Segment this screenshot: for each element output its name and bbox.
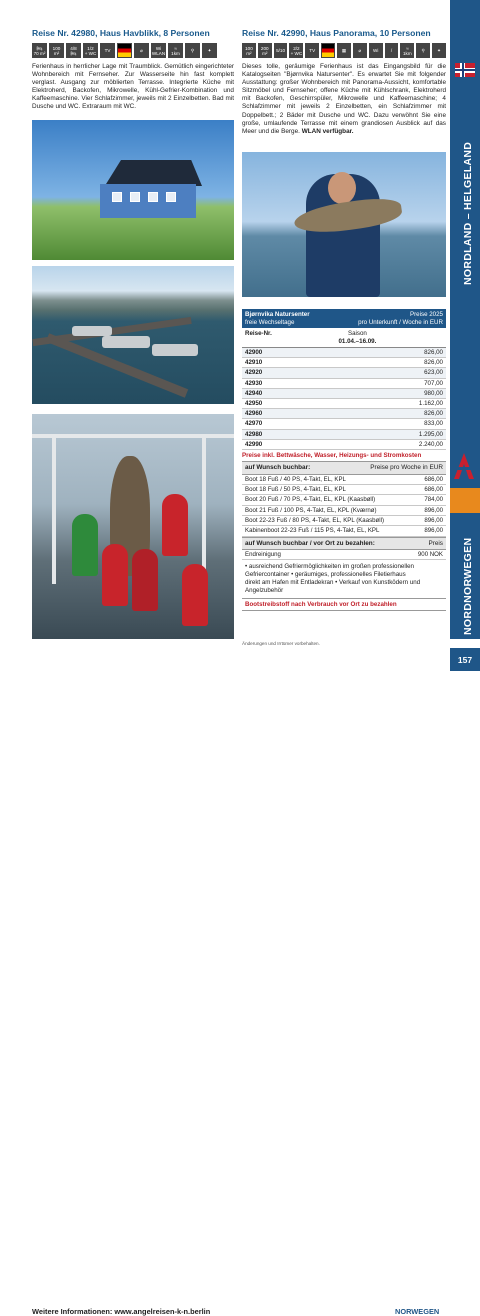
amenity-icons-panorama [242,43,446,58]
dishwasher-icon: ▦ [337,43,351,58]
tv-icon: TV [305,43,319,58]
wlan-icon: Wi WLAN [151,43,166,58]
extras-header: auf Wunsch buchbar: Preise pro Woche in EUR [242,461,446,475]
photo-house-havblikk [32,120,234,260]
fishing-icon: ⚲ [185,43,200,58]
photo-anglers-group [32,414,234,639]
flag-de-icon [321,43,335,58]
table-row: 42980 1.295,00 [242,430,446,440]
brand-logo-icon [453,452,475,480]
area-icon: 🛏 70 m² [32,43,47,58]
washer-icon: ⌀ [353,43,367,58]
onsite-header: auf Wunsch buchbar / vor Ort zu bezahlen: Preis [242,537,446,551]
photo-harbor [32,266,234,404]
table-row: Boot 18 Fuß / 50 PS, 4-Takt, EL, KPL 686,00 [242,485,446,495]
facility-line: direkt am Hafen mit Entladekran • Verkauf von Kunstködern und [245,579,421,587]
extras-rows [242,475,446,537]
price-table-header: Bjørnvika Natursenter freie Wechseltage Preise 2025 pro Unterkunft / Woche in EUR [242,309,446,328]
table-row: 42900 826,00 [242,348,446,358]
house-title-havblikk: Reise Nr. 42980, Haus Havblikk, 8 Personen [32,28,210,38]
house-title-panorama: Reise Nr. 42990, Haus Panorama, 10 Personen [242,28,431,38]
washer-icon: ⌀ [134,43,149,58]
house-description-panorama: Dieses tolle, geräumige Ferienhaus ist das Eingangsbild für die Katalogseiten "Bjørnvika Natursenter". Es erwartet Sie mit folgender Ausstattung: großer Wohnbereich mit Panorama-Aussicht, komfortable Sitzmöbel und Fernseher; offene Küche mit Kühlschrank, Elektroherd mit Backofen, Geschirrspüler, Mikrowelle und Kaffeemaschine; 4 Schlafzimmer mit jeweils 2 Einzelbetten, ein Schlafzimmer mit Doppelbett.; 2 Bäder mit Dusche und WC. Dazu verwöhnt Sie eine große, umlaufende Terrasse mit einem grandiosen Ausblick auf das Meer und die Berge. WLAN verfügbar. [242,63,446,135]
table-row: 42910 826,00 [242,358,446,368]
distance-icon: ≈ 1km [168,43,183,58]
table-row: 42930 707,00 [242,379,446,389]
table-row: Kabinenboot 22-23 Fuß / 115 PS, 4-Takt, EL, KPL 896,00 [242,526,446,536]
distance-icon: ≈ 1km [400,43,414,58]
flag-de-icon [117,43,132,58]
bath-icon: 1/2 + WC [83,43,98,58]
rod-icon: / [385,43,399,58]
right-column [242,28,446,136]
bedrooms-icon: 5/10 [274,43,288,58]
facility-line: Gefriercontainer • geräumiges, professionelles Filetierhaus [245,571,406,579]
house-description-havblikk: Ferienhaus in herrlicher Lage mit Traumblick. Gemütlich eingerichteter Wohnbereich mit Fernseher. Zur Wasserseite hin fast komplett verglast. Ausgang zur möblierten Terrasse. Integrierte Küche mit Elektroherd, Backofen, Mikrowelle, Kühl-Gefrier-Kombination und Kaffeemaschine. Vier Schlafzimmer, jeweils mit 2 Einzelbetten. Bad mit Dusche und WC. Extraraum mit WC. [32,63,234,111]
bath-icon: 2/2 + WC [289,43,303,58]
area-icon: 200 m² [258,43,272,58]
price-rows [242,348,446,450]
size-icon: 100 m² [49,43,64,58]
photo-angler-with-fish [242,152,446,297]
amenity-icons-havblikk [32,43,234,58]
table-row: 42970 833,00 [242,419,446,429]
fishing-icon: ⚲ [416,43,430,58]
norway-flag-icon [455,63,475,77]
table-row: Endreinigung 900 NOK [242,550,446,560]
size-icon: 100 m² [242,43,256,58]
tv-icon: TV [100,43,115,58]
inclusive-note: Preise inkl. Bettwäsche, Wasser, Heizungs- und Stromkosten [242,451,422,459]
price-table-column-header: Reise-Nr. Saison 01.04.–16.09. [242,328,446,348]
fuel-note: Bootstreibstoff nach Verbrauch vor Ort zu bezahlen [242,599,446,611]
onsite-rows [242,550,446,560]
table-row: 42920 623,00 [242,368,446,378]
footer [0,653,480,1316]
left-column [32,28,234,112]
more-info-link[interactable]: Weitere Informationen: www.angelreisen-k-n.berlin [32,1307,211,1316]
region-label-nordnorwegen: NORDNORWEGEN [462,537,474,635]
table-row: Boot 18 Fuß / 40 PS, 4-Takt, EL, KPL 686,00 [242,475,446,485]
pet-icon: ✦ [202,43,217,58]
table-row: 42960 826,00 [242,409,446,419]
region-label-nordland: NORDLAND – HELGELAND [462,141,474,285]
table-row: 42950 1.162,00 [242,399,446,409]
table-row: 42940 980,00 [242,389,446,399]
pet-icon: ✦ [432,43,446,58]
facility-line: • ausreichend Gefriermöglichkeiten im großen professionellen [245,563,414,571]
table-row: Boot 21 Fuß / 100 PS, 4-Takt, EL, KPL (Kværnø) 896,00 [242,506,446,516]
table-row: Boot 20 Fuß / 70 PS, 4-Takt, EL, KPL (Kaasbøll) 784,00 [242,495,446,505]
facilities-list [242,560,446,599]
table-row: Boot 22-23 Fuß / 80 PS, 4-Takt, EL, KPL (Kaasbøll) 896,00 [242,516,446,526]
bedrooms-icon: 4/8 🛏 [66,43,81,58]
wifi-icon: Wi [369,43,383,58]
facility-line: Angelzubehör [245,587,284,595]
price-table [242,309,446,611]
table-row: 42990 2.240,00 [242,440,446,450]
side-band-accent [450,488,480,513]
footer-country: NORWEGEN [395,1307,440,1316]
disclaimer: Änderungen und Irrtümer vorbehalten. [242,641,320,646]
page-number: 157 [450,648,480,671]
